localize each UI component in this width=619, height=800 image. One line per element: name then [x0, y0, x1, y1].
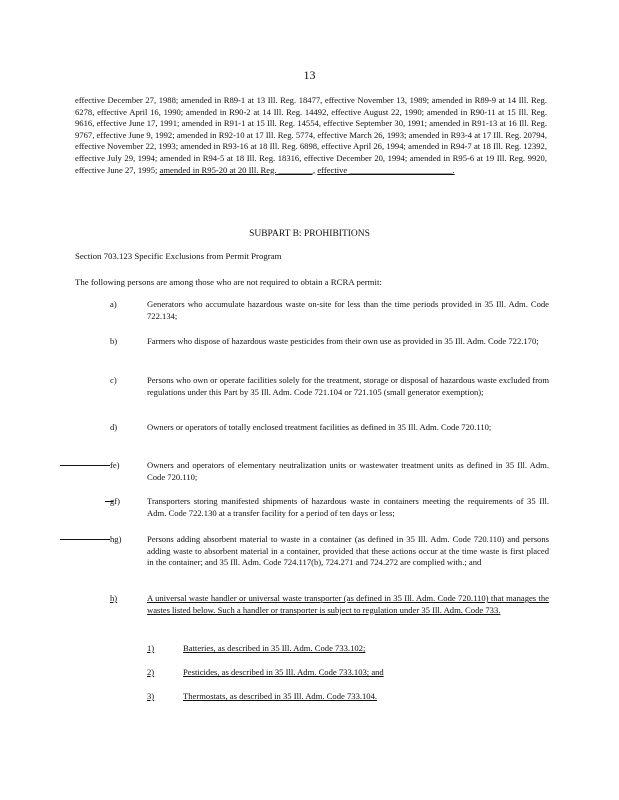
item-text: Persons adding absorbent material to waste in a container (as defined in 35 Ill. Adm. Code 720.110) and persons adding waste to absorbent material in a container, provided that these actions occur at the time waste is first placed in the container; and 35 Ill. Adm. Code 724.117(b), 724.271 and 724.272 are complied with.; and — [147, 534, 549, 568]
section-heading: Section 703.123 Specific Exclusions from Permit Program — [75, 251, 282, 261]
strike-rule — [60, 539, 110, 540]
item-marker: b) — [110, 336, 118, 346]
item-marker: hg) — [110, 534, 122, 544]
history-amendment: amended in R95-20 at 20 Ill. Reg. ________, — [159, 164, 316, 175]
history-text: effective December 27, 1988; amended in R89-1 at 13 Ill. Reg. 18477, effective November 13, 1989; amended in R89-9 at 14 Ill. Reg. 6278, effective April 16, 1990; amended in R90-2 at 14 Ill. Reg. 14492, effective August 22, 1990; amended in R90-11 at 15 Ill. Reg. 9616, effective June 17, 1991; amended in R91-1 at 15 Ill. Reg. 14554, effective September 30, 1991; amended in R91-13 at 16 Ill. Reg. 9767, effective June 9, 1992; amended in R92-10 at 17 Ill. Reg. 5774, effective March 26, 1993; amended in R93-4 at 17 Ill. Reg. 20794, effective November 22, 1993; amended in R93-16 at 18 Ill. Reg. 6898, effective April 26, 1994; amended in R94-7 at 18 Ill. Reg. 12392, effective July 29, 1994; amended in R94-5 at 18 Ill. Reg. 18316, effective December 20, 1994; amended in R95-6 at 19 Ill. Reg. 9920, effective June 27, 1995; — [75, 95, 547, 175]
sub-item-marker: 2) — [147, 667, 155, 677]
item-marker: gf) — [110, 496, 121, 506]
item-text: Owners or operators of totally enclosed treatment facilities as defined in 35 Ill. Adm. Code 720.110; — [147, 422, 492, 432]
item-marker: c) — [110, 375, 117, 385]
sub-item-text: Batteries, as described in 35 Ill. Adm. Code 733.102; — [183, 643, 366, 653]
item-marker: h) — [110, 593, 118, 603]
item-marker: a) — [110, 299, 117, 309]
item-text: Generators who accumulate hazardous waste on-site for less than the time periods provided in 35 Ill. Adm. Code 722.134; — [147, 299, 549, 321]
page-number: 13 — [303, 68, 316, 82]
item-marker: fe) — [110, 460, 120, 470]
history-note — [75, 95, 547, 176]
history-effective: effective ________________________. — [317, 164, 455, 175]
sub-item-text: Thermostats, as described in 35 Ill. Adm. Code 733.104. — [183, 691, 378, 701]
subpart-title: SUBPART B: PROHIBITIONS — [249, 229, 370, 239]
strike-rule — [60, 465, 110, 466]
sub-item-marker: 3) — [147, 691, 155, 701]
item-text: Transporters storing manifested shipments of hazardous waste in containers meeting the requirements of 35 Ill. Adm. Code 722.130 at a transfer facility for a period of ten days or less; — [147, 496, 549, 518]
item-text: Persons who own or operate facilities solely for the treatment, storage or disposal of hazardous waste excluded from regulations under this Part by 35 Ill. Adm. Code 721.104 or 721.105 (small generator exemption); — [147, 375, 549, 397]
section-intro: The following persons are among those who are not required to obtain a RCRA permit: — [75, 277, 382, 287]
sub-item-text: Pesticides, as described in 35 Ill. Adm. Code 733.103; and — [183, 667, 384, 677]
item-text: Owners and operators of elementary neutralization units or wastewater treatment units as defined in 35 Ill. Adm. Code 720.110; — [147, 460, 549, 482]
item-text: A universal waste handler or universal waste transporter (as defined in 35 Ill. Adm. Code 720.110) that manages the wastes listed below. Such a handler or transporter is subject to regulation under 35 Ill. Adm. Code 733. — [147, 593, 549, 615]
item-marker: d) — [110, 422, 118, 432]
sub-item-marker: 1) — [147, 643, 155, 653]
item-text: Farmers who dispose of hazardous waste pesticides from their own use as provided in 35 Ill. Adm. Code 722.170; — [147, 336, 539, 346]
